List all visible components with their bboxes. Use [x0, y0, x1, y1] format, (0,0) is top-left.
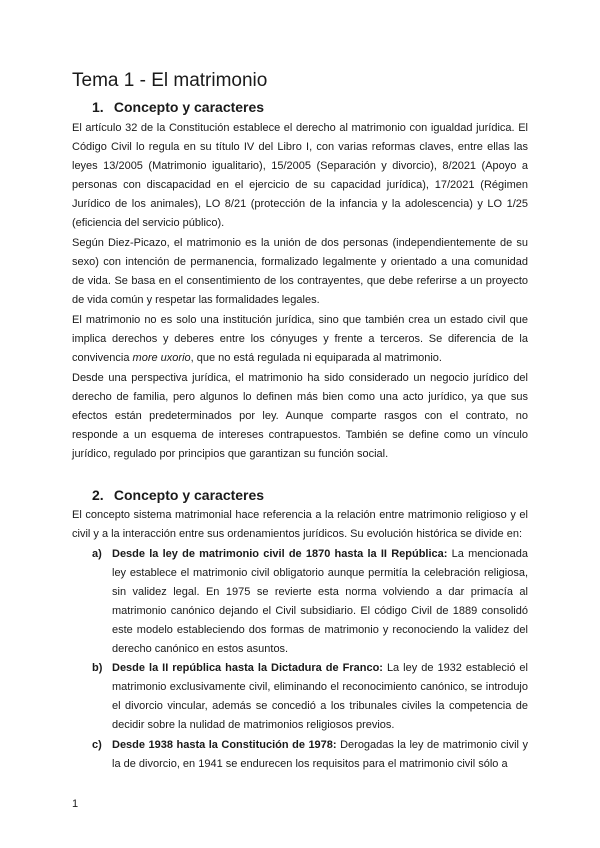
list-item-a-lead: Desde la ley de matrimonio civil de 1870 hasta la II República: — [112, 548, 448, 560]
list-item-b-text: La ley de 1932 estableció el matrimonio exclusivamente civil, eliminando el reconocimiento canónico, se introdujo el divorcio vincular, además se concedió a los tribunales civiles la competencia de decidir sobre la nulidad de matrimonios religiosos previos. — [112, 662, 528, 731]
list-item-c — [92, 736, 528, 774]
section-1-paragraph-3-part-1: El matrimonio no es solo una institución jurídica, sino que también crea un estado civil que implica derechos y deberes entre los cónyuges y frente a terceros. Se diferencia de la convivencia — [72, 314, 528, 364]
list-marker-b: b) — [92, 662, 103, 674]
section-1-paragraph-4: Desde una perspectiva jurídica, el matrimonio ha sido considerado un negocio jurídico del derecho de familia, pero algunos lo definen más bien como una acto jurídico, ya que sus efectos están predeterminados por ley. Aunque comparte rasgos con el contrato, no responde a un esquema de intereses contrapuestos. También se define como un vínculo jurídico, regulado por principios que garantizan su función social. — [72, 372, 528, 460]
list-item-b-lead: Desde la II república hasta la Dictadura de Franco: — [112, 662, 383, 674]
section-1-heading-text: Concepto y caracteres — [113, 99, 265, 115]
list-item-b — [92, 659, 528, 735]
more-uxorio-term: more uxorio — [132, 352, 191, 364]
section-2-number: 2. — [92, 487, 104, 503]
section-2-intro: El concepto sistema matrimonial hace referencia a la relación entre matrimonio religioso y el civil y a la interacción entre sus ordenamientos jurídicos. Su evolución histórica se divide en: — [72, 509, 528, 540]
section-1-paragraph-1: El artículo 32 de la Constitución establece el derecho al matrimonio con igualdad jurídica. El Código Civil lo regula en su título IV del Libro I, con varias reformas claves, entre ellas las leyes 13/2005 (Matrimonio igualitario), 15/2005 (Separación y divorcio), 8/2021 (Apoyo a personas con discapacidad en el ejercicio de su capacidad jurídica), 17/2021 (Régimen Jurídico de los animales), LO 8/21 (protección de la infancia y la adolescencia) y LO 1/25 (eficiencia del servicio público). — [72, 122, 528, 229]
section-1-number: 1. — [92, 99, 104, 115]
section-1-paragraph-3 — [72, 311, 528, 368]
list-item-c-text: Derogadas la ley de matrimonio civil y la de divorcio, en 1941 se endurecen los requisitos para el matrimonio civil sólo a — [112, 739, 528, 770]
section-1-paragraph-3-part-2: , que no está regulada ni equiparada al matrimonio. — [190, 352, 442, 364]
section-1-heading — [92, 99, 264, 115]
page-number: 1 — [72, 798, 79, 810]
section-1-paragraph-2: Según Diez-Picazo, el matrimonio es la unión de dos personas (independientemente de su sexo) con intención de permanencia, formalizado legalmente y orientado a una comunidad de vida. Se basa en el consentimiento de los contrayentes, que debe referirse a un proyecto de vida común y respetar las formalidades legales. — [72, 237, 528, 306]
list-item-a — [92, 545, 528, 659]
list-marker-a: a) — [92, 548, 102, 560]
list-item-c-lead: Desde 1938 hasta la Constitución de 1978: — [112, 739, 337, 751]
document-title: Tema 1 - El matrimonio — [72, 70, 268, 91]
list-marker-c: c) — [92, 739, 102, 751]
list-item-a-text: La mencionada ley establece el matrimonio civil obligatorio aunque permitía la celebración religiosa, sin validez legal. En 1975 se revierte esta norma volviendo a dar primacía al matrimonio canónico dejando el Civil subsidiario. El código Civil de 1889 consolidó este modelo estableciendo dos formas de matrimonio y reconociendo la validez del derecho canónico en estos asuntos. — [112, 548, 528, 655]
section-2-heading — [92, 487, 264, 503]
section-2-heading-text: Concepto y caracteres — [113, 487, 265, 503]
